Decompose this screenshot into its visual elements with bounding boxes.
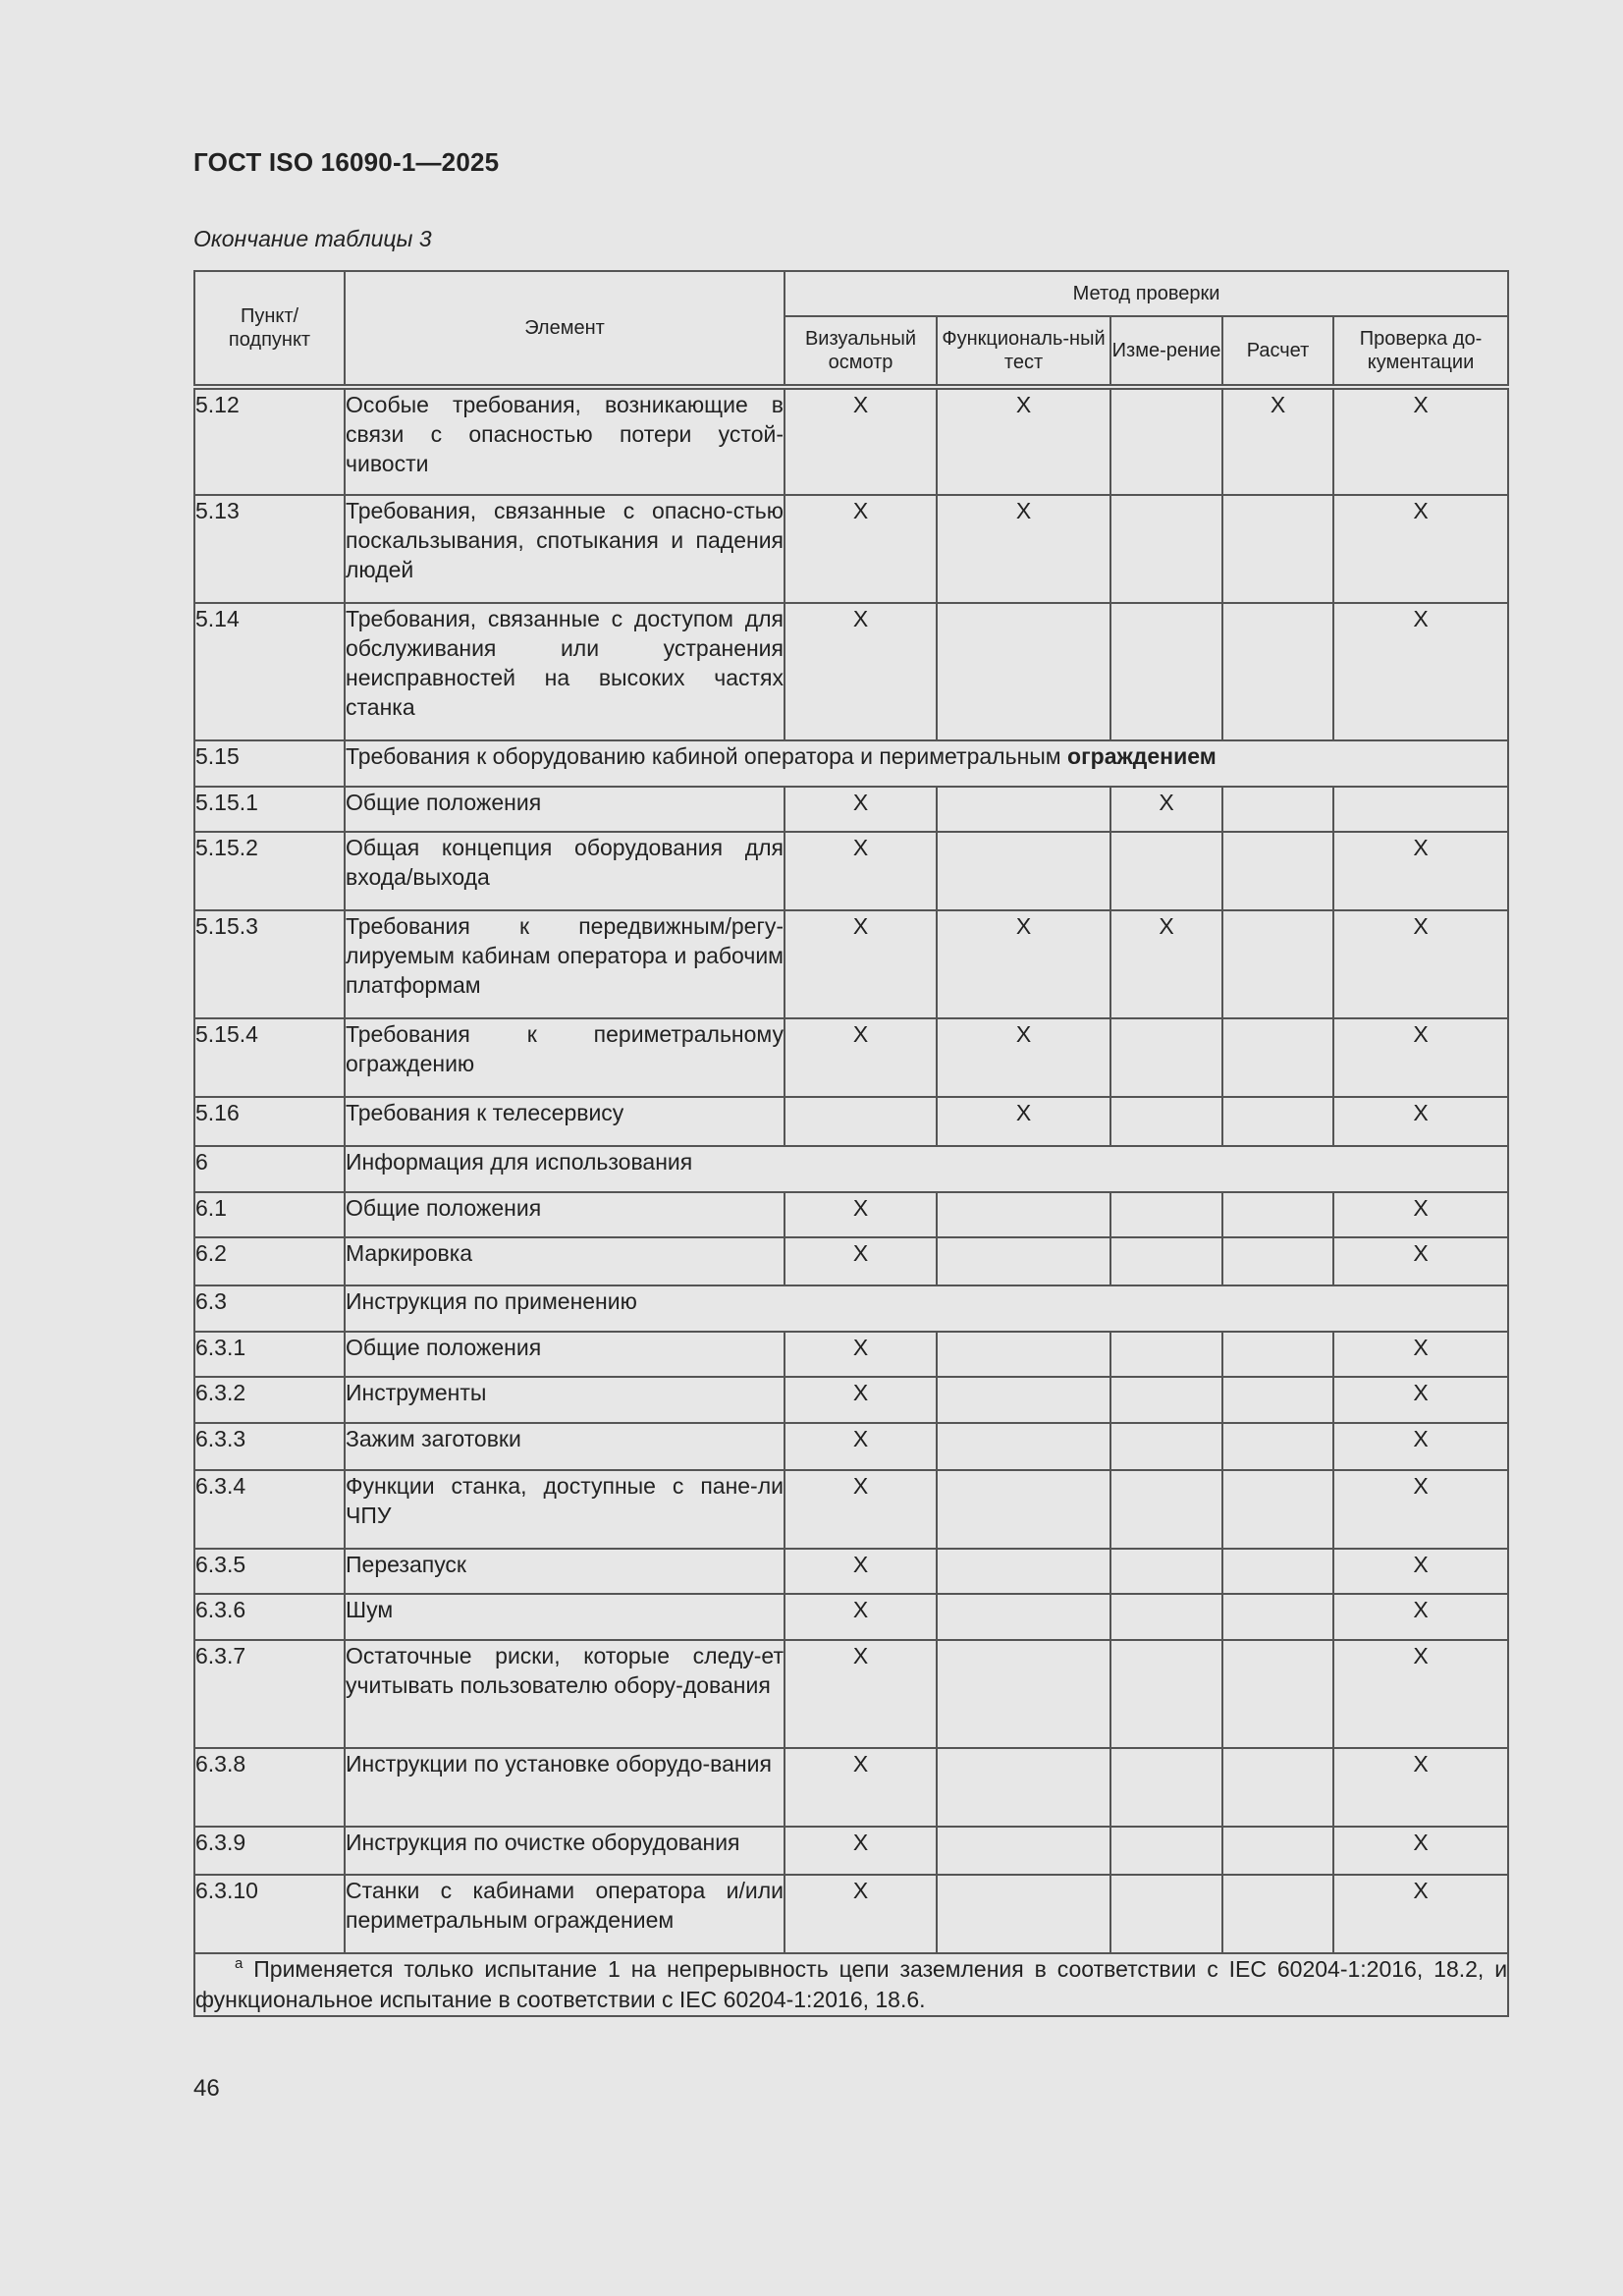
mark-documentation: X <box>1333 1748 1508 1827</box>
mark-functional <box>937 1423 1110 1470</box>
mark-measurement <box>1110 1192 1222 1237</box>
row-clause-number: 6.3.8 <box>194 1748 345 1827</box>
mark-functional: X <box>937 910 1110 1018</box>
table-row <box>194 603 1508 740</box>
row-element-text: Требования, связанные с доступом для обслуживания или устранения неисправностей на высоких частях станка <box>345 603 784 740</box>
table-row <box>194 787 1508 832</box>
mark-functional: X <box>937 495 1110 603</box>
row-clause-number: 6.3 <box>194 1285 345 1332</box>
mark-calculation <box>1222 1423 1333 1470</box>
mark-calculation <box>1222 1018 1333 1097</box>
header-method-measurement: Изме-рение <box>1110 316 1222 387</box>
table-row <box>194 387 1508 495</box>
table-row <box>194 1748 1508 1827</box>
row-element-text: Требования к телесервису <box>345 1097 784 1146</box>
mark-functional <box>937 1332 1110 1377</box>
table-row <box>194 1549 1508 1594</box>
mark-calculation <box>1222 603 1333 740</box>
mark-measurement: X <box>1110 787 1222 832</box>
mark-functional: X <box>937 387 1110 495</box>
row-element-bold-label: ограждением <box>1067 743 1217 769</box>
mark-measurement <box>1110 495 1222 603</box>
header-clause: Пункт/ подпункт <box>194 271 345 387</box>
mark-documentation: X <box>1333 495 1508 603</box>
mark-documentation <box>1333 787 1508 832</box>
mark-calculation <box>1222 1827 1333 1875</box>
table-row <box>194 1097 1508 1146</box>
row-element-text: Требования, связанные с опасно-стью поскальзывания, спотыкания и падения людей <box>345 495 784 603</box>
mark-documentation: X <box>1333 1423 1508 1470</box>
table-row <box>194 1827 1508 1875</box>
mark-functional <box>937 1377 1110 1423</box>
row-element-text: Функции станка, доступные с пане-ли ЧПУ <box>345 1470 784 1549</box>
mark-functional <box>937 1549 1110 1594</box>
mark-measurement <box>1110 1748 1222 1827</box>
mark-measurement <box>1110 1875 1222 1953</box>
mark-visual: X <box>784 495 937 603</box>
row-element-text: Остаточные риски, которые следу-ет учитывать пользователю обору-дования <box>345 1640 784 1748</box>
header-method-documentation: Проверка до-кументации <box>1333 316 1508 387</box>
mark-visual: X <box>784 832 937 910</box>
row-element-text: Инструкция по очистке оборудования <box>345 1827 784 1875</box>
row-clause-number: 5.15.2 <box>194 832 345 910</box>
mark-documentation: X <box>1333 1192 1508 1237</box>
mark-visual: X <box>784 910 937 1018</box>
mark-visual: X <box>784 1018 937 1097</box>
row-element-text <box>345 1285 1508 1332</box>
row-element-label: Информация для использования <box>346 1149 693 1175</box>
table-caption: Окончание таблицы 3 <box>193 226 432 251</box>
mark-visual: X <box>784 1594 937 1640</box>
mark-calculation <box>1222 1640 1333 1748</box>
mark-documentation: X <box>1333 1470 1508 1549</box>
mark-calculation <box>1222 1594 1333 1640</box>
mark-documentation: X <box>1333 1640 1508 1748</box>
mark-measurement: X <box>1110 910 1222 1018</box>
page-number: 46 <box>193 2075 220 2102</box>
table-footnote <box>194 1953 1508 2016</box>
mark-documentation: X <box>1333 1097 1508 1146</box>
table-row <box>194 495 1508 603</box>
mark-documentation: X <box>1333 1594 1508 1640</box>
header-method-group: Метод проверки <box>784 271 1508 316</box>
mark-visual: X <box>784 1549 937 1594</box>
mark-visual: X <box>784 787 937 832</box>
mark-visual: X <box>784 1332 937 1377</box>
mark-calculation <box>1222 1470 1333 1549</box>
row-element-text: Общие положения <box>345 1332 784 1377</box>
mark-functional <box>937 603 1110 740</box>
mark-calculation <box>1222 1748 1333 1827</box>
mark-measurement <box>1110 1097 1222 1146</box>
mark-visual: X <box>784 1875 937 1953</box>
mark-documentation: X <box>1333 387 1508 495</box>
mark-calculation <box>1222 1192 1333 1237</box>
row-clause-number: 6.3.7 <box>194 1640 345 1748</box>
row-element-text: Инструкции по установке оборудо-вания <box>345 1748 784 1827</box>
row-element-text: Общая концепция оборудования для входа/выхода <box>345 832 784 910</box>
row-clause-number: 5.15.3 <box>194 910 345 1018</box>
table-row <box>194 832 1508 910</box>
table-row <box>194 1640 1508 1748</box>
mark-calculation <box>1222 910 1333 1018</box>
row-element-text: Зажим заготовки <box>345 1423 784 1470</box>
row-clause-number: 6 <box>194 1146 345 1192</box>
row-clause-number: 5.16 <box>194 1097 345 1146</box>
table-row <box>194 1875 1508 1953</box>
row-clause-number: 6.3.10 <box>194 1875 345 1953</box>
document-header: ГОСТ ISO 16090-1—2025 <box>193 147 500 177</box>
mark-measurement <box>1110 1332 1222 1377</box>
mark-functional <box>937 1827 1110 1875</box>
row-clause-number: 5.15.4 <box>194 1018 345 1097</box>
table-row <box>194 1470 1508 1549</box>
mark-visual: X <box>784 1470 937 1549</box>
table-body <box>194 387 1508 1953</box>
mark-functional <box>937 1748 1110 1827</box>
footnote-text: Применяется только испытание 1 на непрерывность цепи заземления в соответствии с IEC 60204-1:2016, 18.2, и функциональное испытание в соответствии с IEC 60204-1:2016, 18.6. <box>195 1956 1508 2012</box>
row-element-text: Требования к периметральному ограждению <box>345 1018 784 1097</box>
header-method-visual: Визуальный осмотр <box>784 316 937 387</box>
table-row <box>194 1237 1508 1285</box>
mark-functional <box>937 832 1110 910</box>
row-clause-number: 6.3.5 <box>194 1549 345 1594</box>
mark-functional: X <box>937 1018 1110 1097</box>
mark-visual: X <box>784 1192 937 1237</box>
row-clause-number: 6.1 <box>194 1192 345 1237</box>
mark-measurement <box>1110 1827 1222 1875</box>
mark-documentation: X <box>1333 1018 1508 1097</box>
row-clause-number: 6.3.2 <box>194 1377 345 1423</box>
row-element-label: Требования к оборудованию кабиной оператора и периметральным <box>346 743 1061 769</box>
mark-calculation <box>1222 1377 1333 1423</box>
row-element-text <box>345 1146 1508 1192</box>
row-clause-number: 5.14 <box>194 603 345 740</box>
mark-documentation: X <box>1333 1875 1508 1953</box>
mark-visual: X <box>784 1237 937 1285</box>
mark-visual: X <box>784 1423 937 1470</box>
row-element-label: Инструкция по применению <box>346 1288 637 1314</box>
mark-calculation <box>1222 787 1333 832</box>
mark-visual: X <box>784 603 937 740</box>
table-row <box>194 1332 1508 1377</box>
mark-functional <box>937 1594 1110 1640</box>
mark-calculation <box>1222 1875 1333 1953</box>
mark-measurement <box>1110 1470 1222 1549</box>
mark-calculation: X <box>1222 387 1333 495</box>
header-method-functional: Функциональ-ный тест <box>937 316 1110 387</box>
row-element-text: Особые требования, возникающие в связи с опасностью потери устой-чивости <box>345 387 784 495</box>
mark-functional <box>937 1470 1110 1549</box>
mark-measurement <box>1110 1594 1222 1640</box>
mark-visual: X <box>784 387 937 495</box>
row-clause-number: 6.3.3 <box>194 1423 345 1470</box>
table-row <box>194 1285 1508 1332</box>
mark-documentation: X <box>1333 1827 1508 1875</box>
row-element-text <box>345 740 1508 787</box>
mark-visual: X <box>784 1640 937 1748</box>
row-element-text: Станки с кабинами оператора и/или периметральным ограждением <box>345 1875 784 1953</box>
row-clause-number: 6.3.1 <box>194 1332 345 1377</box>
row-element-text: Требования к передвижным/регу-лируемым кабинам оператора и рабочим платформам <box>345 910 784 1018</box>
mark-functional <box>937 1640 1110 1748</box>
row-clause-number: 5.15.1 <box>194 787 345 832</box>
row-element-text: Маркировка <box>345 1237 784 1285</box>
mark-documentation: X <box>1333 1332 1508 1377</box>
mark-calculation <box>1222 1237 1333 1285</box>
footnote-marker: a <box>235 1955 243 1972</box>
row-clause-number: 5.15 <box>194 740 345 787</box>
mark-documentation: X <box>1333 1237 1508 1285</box>
mark-visual: X <box>784 1377 937 1423</box>
row-element-text: Перезапуск <box>345 1549 784 1594</box>
table-row <box>194 1146 1508 1192</box>
mark-functional <box>937 787 1110 832</box>
mark-functional <box>937 1192 1110 1237</box>
mark-measurement <box>1110 603 1222 740</box>
table-row <box>194 1423 1508 1470</box>
mark-calculation <box>1222 1549 1333 1594</box>
mark-documentation: X <box>1333 910 1508 1018</box>
mark-measurement <box>1110 832 1222 910</box>
mark-visual: X <box>784 1748 937 1827</box>
mark-documentation: X <box>1333 832 1508 910</box>
row-clause-number: 6.2 <box>194 1237 345 1285</box>
header-element: Элемент <box>345 271 784 387</box>
row-clause-number: 6.3.4 <box>194 1470 345 1549</box>
mark-calculation <box>1222 832 1333 910</box>
mark-visual: X <box>784 1827 937 1875</box>
row-clause-number: 6.3.9 <box>194 1827 345 1875</box>
mark-visual <box>784 1097 937 1146</box>
table-row <box>194 1192 1508 1237</box>
mark-calculation <box>1222 1097 1333 1146</box>
mark-functional: X <box>937 1097 1110 1146</box>
mark-measurement <box>1110 1237 1222 1285</box>
table-row <box>194 1018 1508 1097</box>
row-element-text: Общие положения <box>345 1192 784 1237</box>
table-row <box>194 1377 1508 1423</box>
mark-documentation: X <box>1333 603 1508 740</box>
mark-measurement <box>1110 1640 1222 1748</box>
mark-calculation <box>1222 1332 1333 1377</box>
mark-functional <box>937 1875 1110 1953</box>
mark-measurement <box>1110 1423 1222 1470</box>
mark-measurement <box>1110 1377 1222 1423</box>
row-clause-number: 5.12 <box>194 387 345 495</box>
row-element-text: Общие положения <box>345 787 784 832</box>
row-element-text: Инструменты <box>345 1377 784 1423</box>
mark-measurement <box>1110 1018 1222 1097</box>
mark-documentation: X <box>1333 1549 1508 1594</box>
mark-measurement <box>1110 1549 1222 1594</box>
table-row <box>194 1594 1508 1640</box>
table-row <box>194 910 1508 1018</box>
row-clause-number: 6.3.6 <box>194 1594 345 1640</box>
mark-functional <box>937 1237 1110 1285</box>
mark-calculation <box>1222 495 1333 603</box>
mark-documentation: X <box>1333 1377 1508 1423</box>
header-method-calculation: Расчет <box>1222 316 1333 387</box>
verification-table <box>193 270 1509 2017</box>
row-clause-number: 5.13 <box>194 495 345 603</box>
mark-measurement <box>1110 387 1222 495</box>
table-row <box>194 740 1508 787</box>
row-element-text: Шум <box>345 1594 784 1640</box>
